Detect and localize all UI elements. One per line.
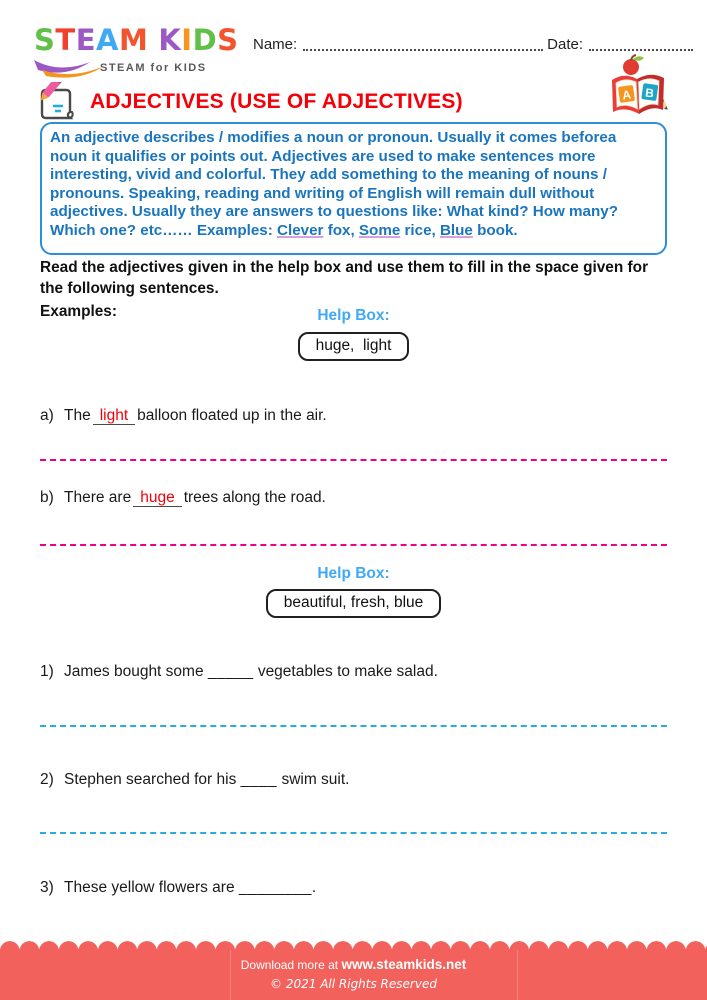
- definition-text: An adjective describes / modifies a noun or pronoun. Usually it comes beforea noun it qualifies or points out. Adjectives are used to make sentences more interesting, vivid and colorful. They add something to the meaning of nouns / pronouns. Speaking, reading and writing of English will remain dull without adjectives. Usually they are answers to questions like: What kind? How many? Which one? etc…… Examples:: [50, 129, 619, 239]
- help-box-2-words: beautiful, fresh, blue: [266, 589, 442, 618]
- logo-letter: I: [181, 23, 193, 57]
- steam-kids-logo: [34, 23, 244, 76]
- footer-download-line: [0, 957, 707, 972]
- svg-text:A: A: [621, 87, 632, 103]
- example-word-clever: Clever: [277, 221, 324, 239]
- separator-dashed-blue: [40, 725, 667, 727]
- footer-copyright: © 2021 All Rights Reserved: [270, 977, 437, 991]
- name-label: Name:: [253, 36, 298, 53]
- pencil-paper-icon: [36, 82, 82, 122]
- help-box-2: [0, 589, 707, 618]
- help-box-1-label: Help Box:: [317, 307, 390, 324]
- item-prefix: 1): [40, 663, 54, 680]
- question-1: [40, 663, 438, 681]
- logo-swoosh: [32, 54, 132, 78]
- example-word-blue: Blue: [439, 221, 473, 239]
- example-sentence-a: [40, 407, 327, 425]
- sentence-text: swim suit.: [281, 771, 350, 788]
- definition-text: book.: [472, 221, 518, 239]
- instruction-text: Read the adjectives given in the help box and use them to fill in the space given for the following sentences.: [40, 259, 649, 297]
- item-prefix: b): [40, 489, 54, 506]
- definition-box: [40, 122, 667, 255]
- question-3: [40, 879, 316, 897]
- logo-letter: S: [217, 23, 239, 57]
- definition-text: fox,: [323, 221, 359, 239]
- page-title: ADJECTIVES (USE OF ADJECTIVES): [90, 90, 463, 113]
- date-label: Date:: [547, 36, 583, 53]
- item-prefix: 2): [40, 771, 54, 788]
- logo-letter: A: [96, 23, 119, 57]
- logo-letter: M: [118, 23, 149, 57]
- sentence-text: trees along the road.: [183, 489, 326, 506]
- logo-letter: E: [75, 23, 96, 57]
- help-box-1: [0, 332, 707, 361]
- help-box-2-label: Help Box:: [317, 565, 390, 582]
- sentence-text: vegetables to make salad.: [257, 663, 438, 680]
- sentence-text: The: [64, 407, 91, 424]
- footer-site-url: www.steamkids.net: [341, 957, 467, 972]
- date-fill-line: [589, 37, 693, 51]
- example-sentence-b: [40, 489, 326, 507]
- sentence-text: James bought some: [64, 663, 204, 680]
- fill-in-blank: ____: [240, 771, 278, 788]
- logo-letter: T: [55, 23, 76, 57]
- sentence-text: balloon floated up in the air.: [137, 407, 327, 424]
- example-word-some: Some: [358, 221, 401, 239]
- separator-dashed-blue: [40, 832, 667, 834]
- logo-letter: K: [158, 23, 182, 57]
- logo-wordmark: [34, 23, 244, 57]
- footer-download-text: Download more at: [240, 958, 342, 972]
- examples-label: Examples:: [40, 303, 117, 320]
- separator-dashed-pink: [40, 459, 667, 461]
- logo-letter: D: [192, 23, 218, 57]
- item-prefix: a): [40, 407, 54, 424]
- fill-in-blank: ________: [238, 879, 312, 896]
- sentence-text: There are: [64, 489, 132, 506]
- fill-in-blank: _____: [207, 663, 254, 680]
- answer-blank-filled: light: [93, 408, 135, 425]
- sentence-text: These yellow flowers are: [64, 879, 235, 896]
- separator-dashed-pink: [40, 544, 667, 546]
- item-prefix: 3): [40, 879, 54, 896]
- name-fill-line: [303, 37, 543, 51]
- logo-subtitle: STEAM for KIDS: [100, 62, 207, 74]
- svg-text:B: B: [644, 85, 655, 101]
- ab-book-icon: [606, 54, 670, 127]
- sentence-text: .: [311, 879, 317, 896]
- title-row: [36, 82, 463, 122]
- footer: [0, 950, 707, 1000]
- logo-letter: S: [34, 23, 56, 57]
- definition-text: rice,: [400, 221, 440, 239]
- answer-blank-filled: huge: [133, 490, 181, 507]
- sentence-text: Stephen searched for his: [64, 771, 237, 788]
- name-date-row: [253, 36, 697, 54]
- help-box-1-words: huge, light: [298, 332, 410, 361]
- question-2: [40, 771, 350, 789]
